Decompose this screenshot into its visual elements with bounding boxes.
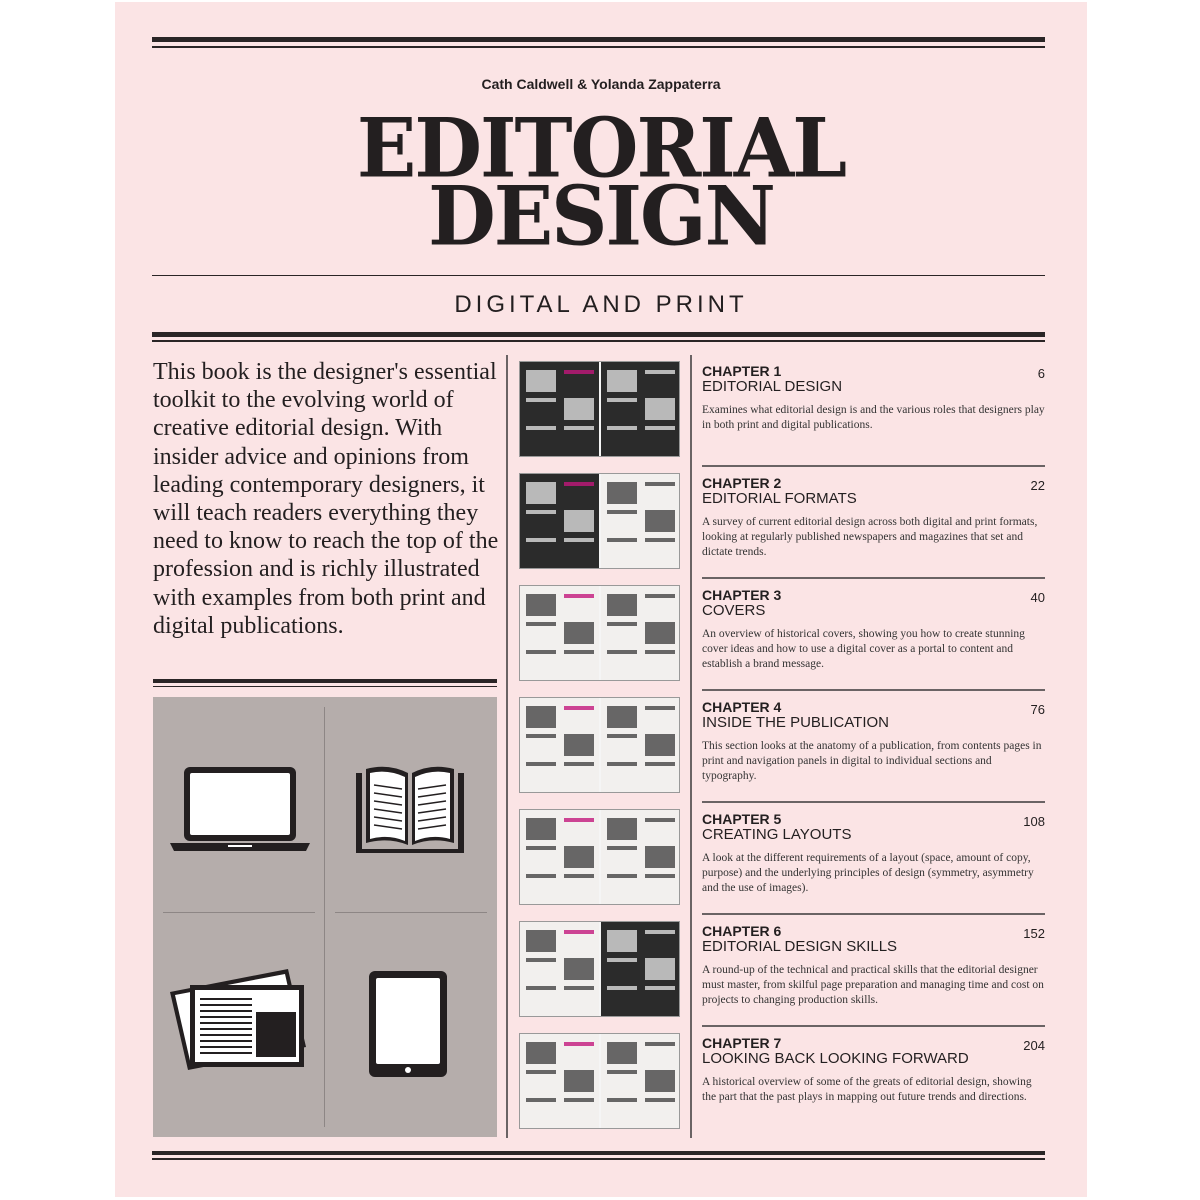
spread-page [601,698,680,792]
media-icons-panel [153,697,497,1137]
chapter-4-spread-thumbnail [519,697,680,793]
chapter-page: 6 [1037,366,1045,381]
chapter-number: CHAPTER 7 [702,1035,782,1051]
chapter-entry [702,699,1045,811]
chapter-entry [702,475,1045,587]
newspaper-icon [168,967,308,1072]
chapter-divider [702,465,1045,467]
chapter-description: An overview of historical covers, showing you how to create stunning cover ideas and how to use a digital cover as a portal to content and establish a brand message. [702,628,1025,670]
chapter-number: CHAPTER 6 [702,923,782,939]
book-cover [115,2,1087,1197]
bottom-rule [152,1151,1045,1155]
title-rule [152,275,1045,276]
chapter-description: A historical overview of some of the greats of editorial design, showing the part that the past plays in mapping out future trends and directions. [702,1076,1032,1103]
chapter-number: CHAPTER 3 [702,587,782,603]
chapter-page: 108 [1023,814,1045,829]
subtitle-rule [152,332,1045,337]
blurb: This book is the designer's essential toolkit to the evolving world of creative editorial design. With insider advice and opinions from leading contemporary designers, it will teach readers everything they need to know to reach the top of the profession and is richly illustrated with examples from both print and digital publications. [153,359,499,639]
spread-page [601,362,680,456]
subtitle: DIGITAL AND PRINT [454,291,748,318]
spread-page [601,922,680,1016]
chapter-divider [702,913,1045,915]
chapter-number: CHAPTER 2 [702,475,782,491]
chapter-entry [702,811,1045,923]
chapter-divider [702,801,1045,803]
spread-page [601,474,680,568]
chapter-6-spread-thumbnail [519,921,680,1017]
spread-page [520,698,599,792]
bottom-rule-thin [152,1158,1045,1160]
top-rule [152,37,1045,42]
chapter-page: 40 [1030,590,1045,605]
chapter-title: INSIDE THE PUBLICATION [702,714,889,731]
chapter-title: EDITORIAL DESIGN [702,378,843,395]
chapter-3-spread-thumbnail [519,585,680,681]
chapter-divider [702,577,1045,579]
title-line-1: EDITORIAL [356,100,846,197]
chapter-description: Examines what editorial design is and the various roles that designers play in both print and digital publications. [702,404,1045,431]
chapter-divider [702,689,1045,691]
spread-page [520,362,599,456]
chapter-page: 204 [1023,1038,1045,1053]
chapter-number: CHAPTER 5 [702,811,782,827]
spread-page [520,810,599,904]
spread-page [520,474,599,568]
chapter-title: CREATING LAYOUTS [702,826,852,843]
authors: Cath Caldwell & Yolanda Zappaterra [481,76,721,92]
spread-page [520,1034,599,1128]
tablet-icon [368,970,448,1078]
subtitle-rule-thin [152,340,1045,342]
chapter-description: A look at the different requirements of a layout (space, amount of copy, purpose) and the underlying principles of design (symmetry, asymmetry and the use of images). [702,852,1034,894]
chapter-entry [702,923,1045,1035]
chapter-description: A round-up of the technical and practical skills that the editorial designer must master, from skilful page preparation and managing time and cost on projects to changing production skills. [702,964,1044,1006]
chapter-divider [702,1025,1045,1027]
open-book-icon [354,763,466,858]
chapter-title: LOOKING BACK LOOKING FORWARD [702,1050,969,1067]
chapter-entry [702,363,1045,475]
spread-page [601,586,680,680]
blurb-rule [153,679,497,683]
chapter-entry [702,587,1045,699]
spread-page [520,922,599,1016]
spread-page [601,1034,680,1128]
chapter-2-spread-thumbnail [519,473,680,569]
laptop-icon [170,765,310,855]
chapter-title: EDITORIAL FORMATS [702,490,857,507]
chapter-title: EDITORIAL DESIGN SKILLS [702,938,898,955]
top-rule-thin [152,46,1045,48]
chapter-number: CHAPTER 1 [702,363,782,379]
chapter-page: 76 [1030,702,1045,717]
chapter-description: A survey of current editorial design across both digital and print formats, looking at regularly published newspapers and magazines that set and dictate trends. [702,516,1038,558]
blurb-rule-thin [153,686,497,687]
column-divider-right [690,355,692,1138]
chapter-title: COVERS [702,602,766,619]
chapter-page: 22 [1030,478,1045,493]
chapter-5-spread-thumbnail [519,809,680,905]
title-line-2: DESIGN [428,168,774,265]
chapter-7-spread-thumbnail [519,1033,680,1129]
chapter-number: CHAPTER 4 [702,699,782,715]
spread-page [601,810,680,904]
spread-page [520,586,599,680]
chapter-1-spread-thumbnail [519,361,680,457]
chapter-entry [702,1035,1045,1147]
chapter-description: This section looks at the anatomy of a publication, from contents pages in print and navigation panels in digital to individual sections and typography. [702,740,1042,782]
column-divider-left [506,355,508,1138]
chapter-page: 152 [1023,926,1045,941]
